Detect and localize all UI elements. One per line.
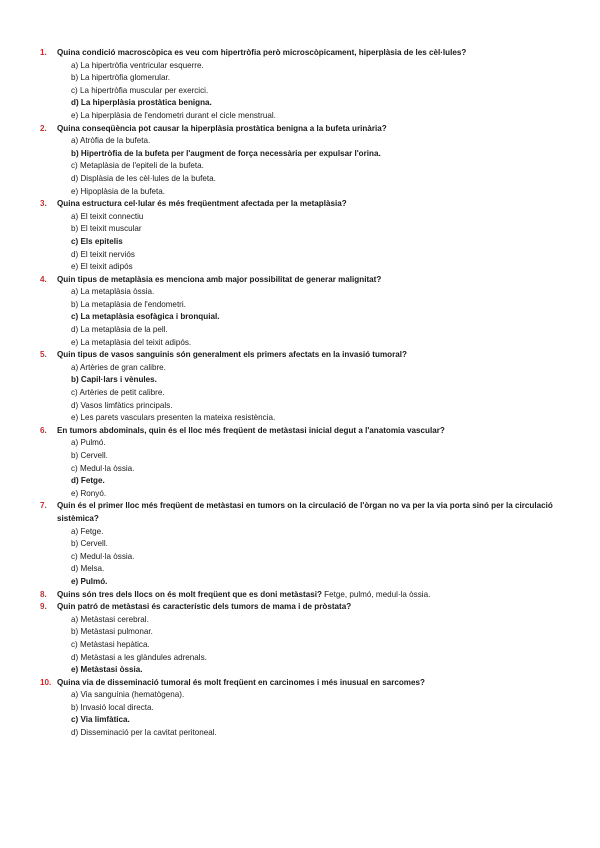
option-correct (71, 236, 560, 249)
option-list (40, 286, 560, 349)
question-number: 8. (40, 589, 47, 599)
option-prefix: e) (71, 110, 81, 120)
option (71, 249, 560, 262)
option (71, 538, 560, 551)
option-list (40, 135, 560, 198)
option (71, 324, 560, 337)
option-text: La hiperplàsia prostàtica benigna. (80, 98, 212, 108)
option-list (40, 689, 560, 739)
question-heading (40, 123, 560, 136)
option-text: Vasos limfàtics principals. (80, 400, 173, 410)
option-correct (71, 311, 560, 324)
option-prefix: e) (71, 488, 81, 498)
question-text (57, 425, 560, 438)
option-prefix: b) (71, 539, 81, 549)
question-number: 7. (40, 501, 47, 511)
option (71, 160, 560, 173)
option-prefix: d) (71, 728, 81, 738)
question-heading (40, 425, 560, 438)
option-list (40, 362, 560, 425)
question-number: 3. (40, 199, 47, 209)
option-text: La metaplàsia òssia. (80, 287, 155, 297)
question-prompt: Quina condició macroscòpica es veu com hipertròfia però microscòpicament, hiperplàsia de les cèl·lules? (57, 48, 467, 57)
option-prefix: c) (71, 551, 80, 561)
option-text: La metaplàsia de l'endometri. (80, 299, 186, 309)
option-prefix: a) (71, 526, 81, 536)
option (71, 173, 560, 186)
option-text: Metaplàsia de l'epiteli de la bufeta. (80, 161, 204, 171)
option-prefix: c) (71, 388, 80, 398)
option-prefix: a) (71, 136, 80, 146)
option-prefix: c) (71, 161, 80, 171)
option-prefix: c) (71, 312, 81, 322)
option (71, 463, 560, 476)
option-prefix: e) (71, 262, 81, 272)
question-text (57, 601, 560, 614)
option-text: La hipertròfia glomerular. (80, 73, 170, 83)
option-correct (71, 97, 560, 110)
question-list (40, 47, 560, 740)
option (71, 563, 560, 576)
question-prompt: Quin tipus de vasos sanguinis són generalment els primers afectats en la invasió tumoral? (57, 350, 407, 360)
option-correct (71, 576, 560, 589)
option-prefix: b) (71, 148, 81, 158)
question-block (40, 601, 560, 677)
question-text (57, 198, 560, 211)
option-prefix: b) (71, 451, 81, 460)
option (71, 362, 560, 375)
option-prefix: e) (71, 186, 81, 196)
option-text: El teixit muscular (80, 224, 142, 234)
option-prefix: b) (71, 73, 81, 83)
question-text (57, 47, 560, 60)
option (71, 412, 560, 425)
question-prompt: Quin patró de metàstasi és característic dels tumors de mama i de pròstata? (57, 602, 352, 612)
option-text: La hiperplàsia de l'endometri durant el cicle menstrual. (80, 110, 276, 120)
option-prefix: b) (71, 627, 81, 637)
option-text: La metaplàsia de la pell. (80, 325, 168, 335)
option-prefix: a) (71, 287, 81, 297)
option (71, 400, 560, 413)
option (71, 387, 560, 400)
option-text: Pulmó. (80, 438, 106, 448)
option (71, 72, 560, 85)
question-block (40, 677, 560, 740)
option-prefix: a) (71, 211, 81, 221)
question-prompt: En tumors abdominals, quin és el lloc més freqüent de metàstasi inicial degut a l'anatomia vascular? (57, 425, 445, 435)
option-text: Artèries de gran calibre. (80, 362, 166, 372)
option (71, 437, 560, 450)
question-heading (40, 349, 560, 362)
question-heading (40, 198, 560, 211)
option (71, 639, 560, 652)
option (71, 186, 560, 199)
option-text: Metàstasi hepàtica. (80, 639, 150, 649)
question-heading (40, 500, 560, 525)
option-text: Disseminació per la cavitat peritoneal. (80, 728, 217, 738)
question-text (57, 123, 560, 136)
option-correct (71, 664, 560, 677)
option-prefix: d) (71, 400, 81, 410)
option (71, 652, 560, 665)
option-prefix: c) (71, 236, 81, 246)
question-block (40, 47, 560, 123)
option-prefix: c) (71, 639, 80, 649)
option (71, 110, 560, 123)
question-prompt: Quin és el primer lloc més freqüent de metàstasi en tumors on la circulació de l'òrgan no va per la via porta sinó per la circulació sistèmica? (57, 501, 553, 523)
option-prefix: d) (71, 652, 81, 662)
option-prefix: b) (71, 224, 81, 234)
option-text: La hipertròfia ventricular esquerre. (80, 60, 204, 70)
option-list (40, 614, 560, 677)
option-list (40, 437, 560, 500)
question-prompt: Quin tipus de metaplàsia es menciona amb major possibilitat de generar malignitat? (57, 274, 382, 284)
option-text: Les parets vasculars presenten la mateixa resistència. (80, 413, 276, 423)
option-text: Hipoplàsia de la bufeta. (80, 186, 166, 196)
option-text: Metàstasi cerebral. (80, 614, 149, 624)
option-text: Medul·la òssia. (80, 551, 135, 561)
option-prefix: d) (71, 476, 81, 486)
option (71, 551, 560, 564)
option-prefix: b) (71, 375, 81, 385)
option-text: Via sanguínia (hematògena). (80, 690, 185, 700)
question-prompt: Quina conseqüència pot causar la hiperplàsia prostàtica benigna a la bufeta urinària? (57, 123, 387, 133)
option-prefix: a) (71, 438, 81, 448)
option-text: Els epitelis (80, 236, 123, 246)
question-number: 6. (40, 425, 47, 435)
question-number: 10. (40, 677, 52, 687)
question-block (40, 425, 560, 501)
option-text: Fetge. (80, 526, 104, 536)
option-text: Ronyó. (80, 488, 107, 498)
option (71, 689, 560, 702)
option-prefix: c) (71, 715, 81, 725)
option-text: Atròfia de la bufeta. (80, 136, 151, 146)
question-block (40, 123, 560, 199)
question-prompt: Quina via de disseminació tumoral és molt freqüent en carcinomes i més inusual en sarcomes? (57, 677, 425, 687)
option-text: Melsa. (80, 564, 105, 574)
option (71, 614, 560, 627)
option-prefix: b) (71, 299, 81, 309)
question-number: 5. (40, 350, 47, 360)
option-prefix: e) (71, 413, 81, 423)
option (71, 299, 560, 312)
option-prefix: d) (71, 325, 81, 335)
option-correct (71, 374, 560, 387)
option-prefix: d) (71, 173, 81, 183)
option-prefix: d) (71, 98, 81, 108)
question-text (57, 500, 560, 525)
option-text: Fetge. (80, 476, 105, 486)
option-text: Pulmó. (80, 576, 108, 586)
option-text: Metàstasi a les glàndules adrenals. (80, 652, 207, 662)
option-list (40, 60, 560, 123)
question-text (57, 349, 560, 362)
option (71, 337, 560, 350)
option-text: El teixit connectiu (80, 211, 144, 221)
option-prefix: e) (71, 576, 81, 586)
option-text: Metàstasi pulmonar. (80, 627, 153, 637)
option (71, 727, 560, 740)
option-prefix: a) (71, 690, 81, 700)
question-block (40, 349, 560, 425)
question-block (40, 198, 560, 274)
option-text: Cervell. (80, 451, 108, 460)
option (71, 286, 560, 299)
option-text: El teixit adipós (80, 262, 133, 272)
option-list (40, 211, 560, 274)
option-text: La hipertròfia muscular per exercici. (80, 85, 209, 95)
option-prefix: c) (71, 85, 80, 95)
question-prompt: Quins són tres dels llocs on és molt freqüent que es doni metàstasi? (57, 589, 322, 599)
option (71, 60, 560, 73)
question-number: 2. (40, 123, 47, 133)
option (71, 626, 560, 639)
option-list (40, 526, 560, 589)
option-prefix: e) (71, 665, 81, 675)
option-text: Artèries de petit calibre. (79, 388, 165, 398)
option-correct (71, 714, 560, 727)
option (71, 526, 560, 539)
question-block (40, 274, 560, 350)
option-prefix: c) (71, 463, 80, 473)
option-text: Displàsia de les cèl·lules de la bufeta. (80, 173, 216, 183)
question-prompt: Quina estructura cel·lular és més freqüentment afectada per la metaplàsia? (57, 199, 347, 209)
option-text: Via limfàtica. (80, 715, 130, 725)
option-text: El teixit nerviós (80, 249, 135, 259)
option (71, 450, 560, 463)
option-prefix: b) (71, 702, 81, 712)
question-text (57, 589, 560, 602)
question-block (40, 500, 560, 588)
question-number: 4. (40, 274, 47, 284)
question-number: 9. (40, 602, 47, 612)
option (71, 702, 560, 715)
option-prefix: a) (71, 60, 81, 70)
option-text: La metaplàsia esofàgica i bronquial. (80, 312, 220, 322)
option-text: Capil·lars i vènules. (80, 375, 157, 385)
option-text: Metàstasi òssia. (80, 665, 143, 675)
option (71, 261, 560, 274)
option-prefix: d) (71, 249, 81, 259)
question-heading (40, 47, 560, 60)
option-text: Cervell. (80, 539, 108, 549)
question-heading (40, 677, 560, 690)
question-number: 1. (40, 48, 47, 57)
option (71, 488, 560, 501)
option-prefix: a) (71, 362, 80, 372)
question-heading (40, 274, 560, 287)
question-heading (40, 589, 560, 602)
question-text (57, 274, 560, 287)
option-text: Medul·la òssia. (80, 463, 135, 473)
question-heading (40, 601, 560, 614)
question-text (57, 677, 560, 690)
question-block (40, 589, 560, 602)
option-prefix: a) (71, 614, 81, 624)
option (71, 223, 560, 236)
option-prefix: d) (71, 564, 81, 574)
option-text: Hipertròfia de la bufeta per l'augment de força necessària per expulsar l'orina. (80, 148, 381, 158)
option-text: La metaplàsia del teixit adipós. (80, 337, 192, 347)
option (71, 211, 560, 224)
option (71, 135, 560, 148)
option-correct (71, 475, 560, 488)
inline-answer: Fetge, pulmó, medul·la òssia. (324, 589, 431, 599)
option-text: Invasió local directa. (80, 702, 154, 712)
option-correct (71, 148, 560, 161)
option-prefix: e) (71, 337, 81, 347)
option (71, 85, 560, 98)
